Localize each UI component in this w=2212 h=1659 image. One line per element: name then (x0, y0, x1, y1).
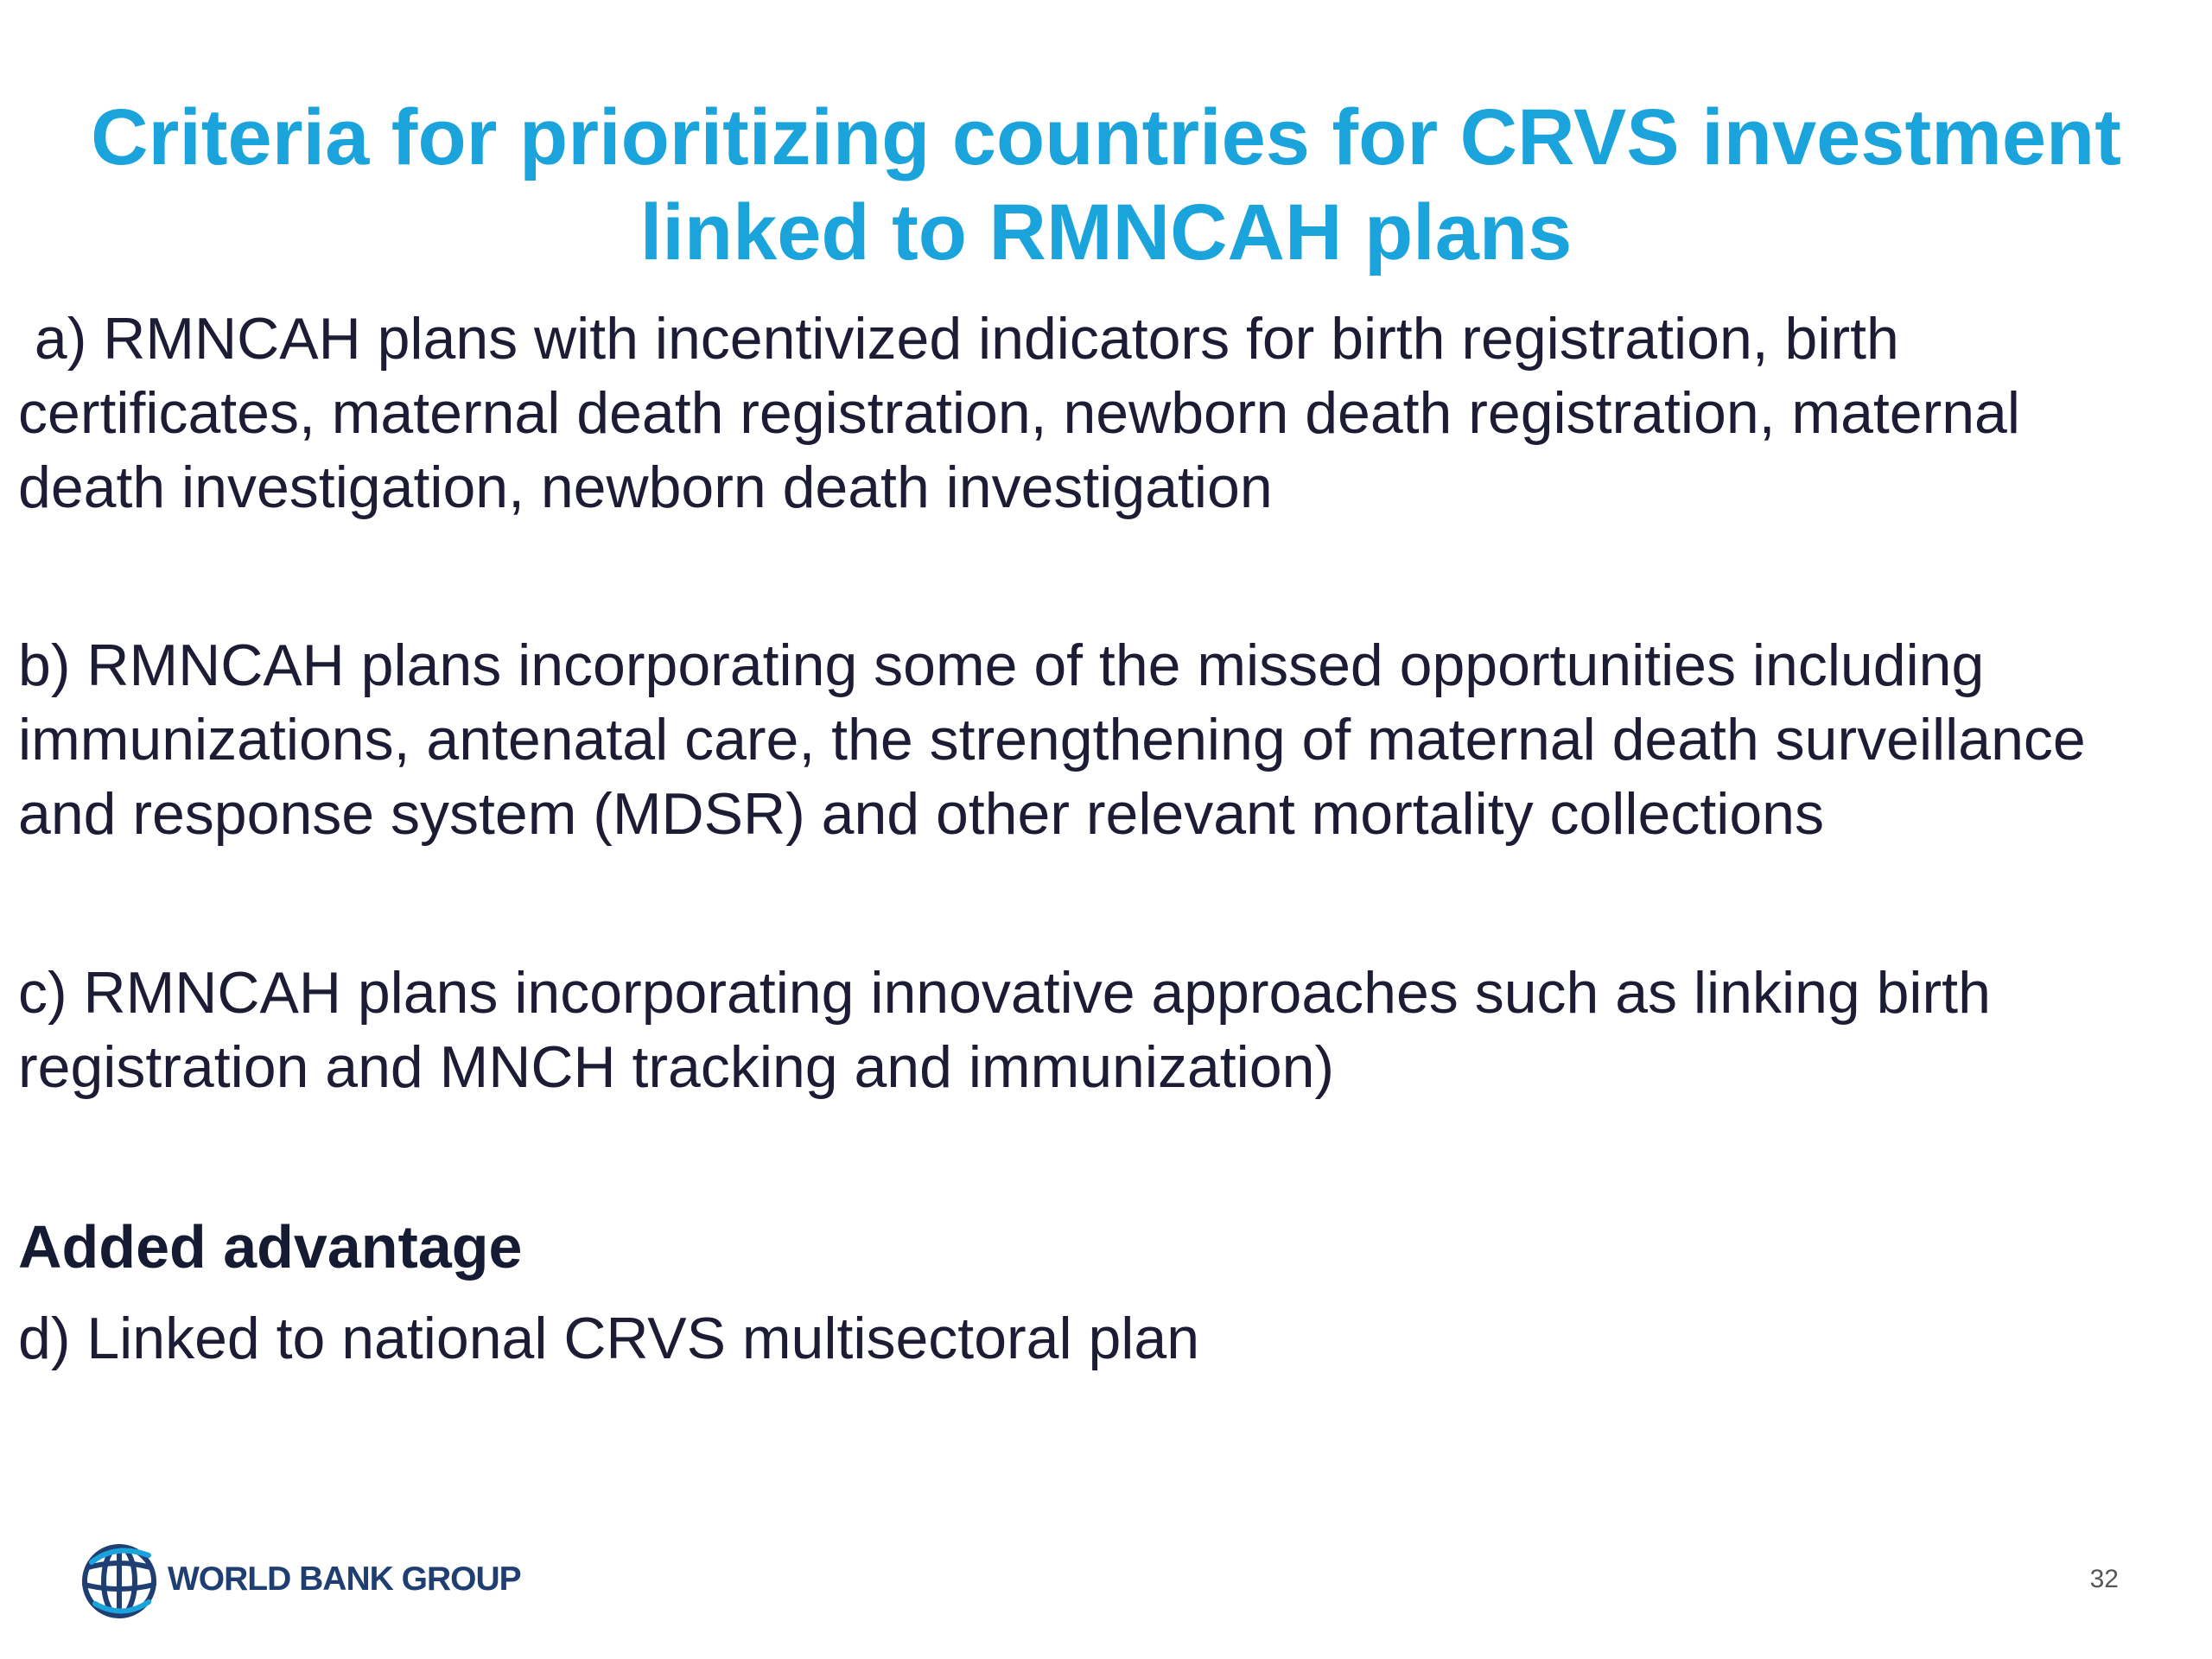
criterion-b-line-3: and response system (MDSR) and other relevant mortality collections (18, 781, 1824, 847)
slide-title (0, 90, 2212, 280)
criterion-c-line-2: registration and MNCH tracking and immunization) (18, 1034, 1335, 1100)
criterion-d (18, 1301, 2196, 1376)
criterion-b (18, 628, 2196, 851)
added-advantage-heading: Added advantage (18, 1213, 523, 1281)
criterion-d-line-1: d) Linked to national CRVS multisectoral plan (18, 1306, 1200, 1371)
title-line-2: linked to RMNCAH plans (639, 188, 1573, 276)
criterion-a-line-3: death investigation, newborn death investigation (18, 454, 1273, 520)
page-number: 32 (2089, 1565, 2119, 1593)
criterion-b-line-1: b) RMNCAH plans incorporating some of the missed opportunities including (18, 632, 1985, 698)
globe-icon (76, 1536, 162, 1623)
criterion-a-line-2: certificates, maternal death registration, newborn death registration, maternal (18, 380, 2020, 446)
criterion-a-line-1: a) RMNCAH plans with incentivized indicators for birth registration, birth (18, 306, 1899, 372)
criterion-c-line-1: c) RMNCAH plans incorporating innovative approaches such as linking birth (18, 960, 1991, 1026)
logo-text: WORLD BANK GROUP (168, 1560, 521, 1598)
world-bank-group-logo (76, 1536, 521, 1623)
title-line-1: Criteria for prioritizing countries for CRVS investment (91, 92, 2121, 181)
criterion-c (18, 956, 2196, 1104)
criterion-a (18, 302, 2196, 524)
criterion-b-line-2: immunizations, antenatal care, the strengthening of maternal death surveillance (18, 707, 2086, 772)
